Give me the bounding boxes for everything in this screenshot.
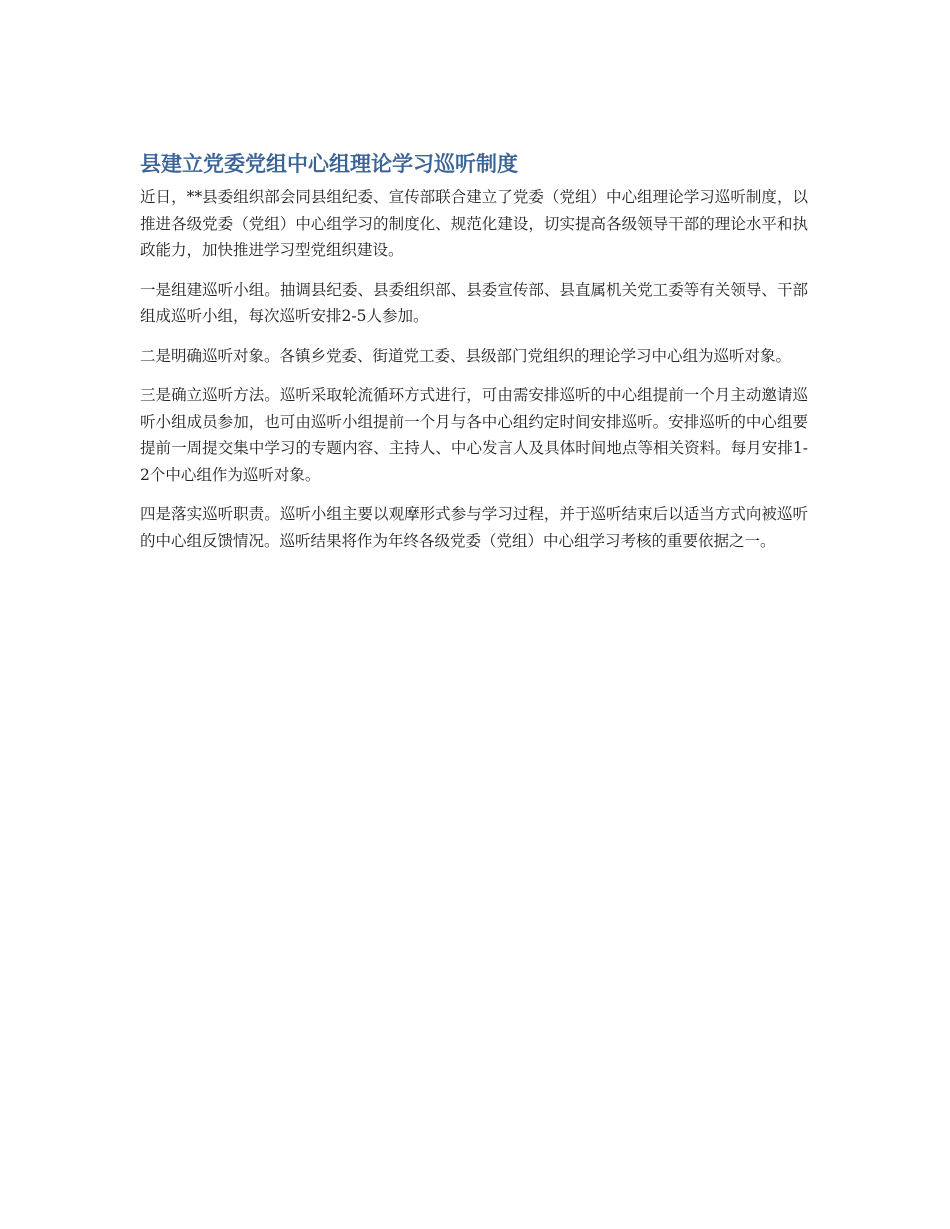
document-title: 县建立党委党组中心组理论学习巡听制度: [140, 152, 518, 176]
paragraph-point-1: 一是组建巡听小组。抽调县纪委、县委组织部、县委宣传部、县直属机关党工委等有关领导、干部组成巡听小组，每次巡听安排2-5人参加。: [140, 280, 808, 325]
document-content: [140, 148, 808, 567]
paragraph-point-2: 二是明确巡听对象。各镇乡党委、街道党工委、县级部门党组织的理论学习中心组为巡听对象。: [140, 346, 792, 365]
paragraph-point-4: 四是落实巡听职责。巡听小组主要以观摩形式参与学习过程，并于巡听结束后以适当方式向被巡听的中心组反馈情况。巡听结果将作为年终各级党委（党组）中心组学习考核的重要依据之一。: [140, 505, 808, 550]
paragraph-point-3: 三是确立巡听方法。巡听采取轮流循环方式进行，可由需安排巡听的中心组提前一个月主动邀请巡听小组成员参加，也可由巡听小组提前一个月与各中心组约定时间安排巡听。安排巡听的中心组要提前一周提交集中学习的专题内容、主持人、中心发言人及具体时间地点等相关资料。每月安排1-2个中心组作为巡听对象。: [140, 386, 808, 484]
paragraph-intro: 近日，**县委组织部会同县组纪委、宣传部联合建立了党委（党组）中心组理论学习巡听制度，以推进各级党委（党组）中心组学习的制度化、规范化建设，切实提高各级领导干部的理论水平和执政能力，加快推进学习型党组织建设。: [140, 188, 808, 259]
